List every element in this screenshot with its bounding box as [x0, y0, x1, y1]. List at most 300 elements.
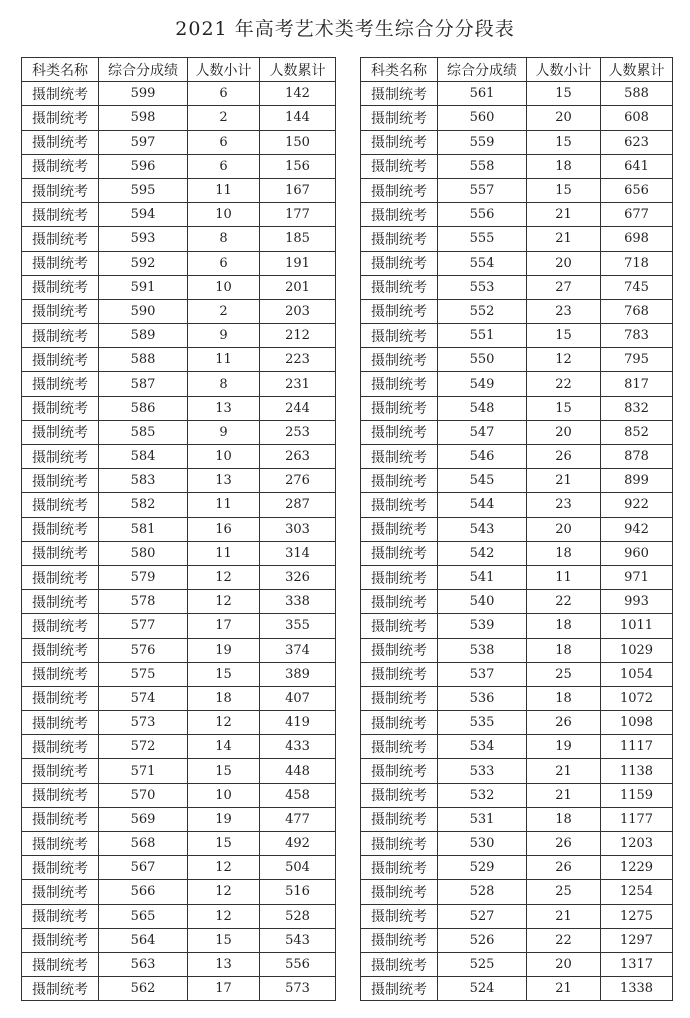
cumulative-cell: 971 — [601, 565, 673, 589]
count-cell: 9 — [188, 324, 260, 348]
table-row — [22, 856, 336, 880]
count-cell: 18 — [527, 614, 601, 638]
score-cell: 562 — [99, 977, 188, 1001]
cumulative-cell: 588 — [601, 82, 673, 106]
table-row — [22, 420, 336, 444]
category-cell: 摄制统考 — [361, 493, 438, 517]
table-row — [361, 82, 673, 106]
count-cell: 20 — [527, 952, 601, 976]
table-row — [361, 178, 673, 202]
count-cell: 19 — [188, 638, 260, 662]
table-row — [361, 130, 673, 154]
score-cell: 591 — [99, 275, 188, 299]
category-cell: 摄制统考 — [22, 686, 99, 710]
category-cell: 摄制统考 — [361, 759, 438, 783]
table-row — [361, 420, 673, 444]
cumulative-cell: 201 — [260, 275, 336, 299]
score-cell: 594 — [99, 203, 188, 227]
cumulative-cell: 150 — [260, 130, 336, 154]
cumulative-cell: 276 — [260, 469, 336, 493]
table-row — [361, 445, 673, 469]
cumulative-cell: 156 — [260, 154, 336, 178]
table-row — [22, 928, 336, 952]
score-cell: 578 — [99, 590, 188, 614]
cumulative-cell: 1177 — [601, 807, 673, 831]
category-cell: 摄制统考 — [361, 324, 438, 348]
score-cell: 572 — [99, 735, 188, 759]
category-cell: 摄制统考 — [22, 856, 99, 880]
cumulative-cell: 1117 — [601, 735, 673, 759]
score-cell: 530 — [438, 832, 527, 856]
table-row — [22, 517, 336, 541]
score-cell: 582 — [99, 493, 188, 517]
score-cell: 549 — [438, 372, 527, 396]
score-table-right — [360, 57, 673, 1001]
count-cell: 19 — [188, 807, 260, 831]
category-cell: 摄制统考 — [361, 251, 438, 275]
score-cell: 586 — [99, 396, 188, 420]
table-row — [22, 638, 336, 662]
table-row — [361, 735, 673, 759]
count-cell: 8 — [188, 372, 260, 396]
count-cell: 12 — [188, 856, 260, 880]
score-cell: 551 — [438, 324, 527, 348]
category-cell: 摄制统考 — [361, 952, 438, 976]
table-row — [22, 614, 336, 638]
score-cell: 584 — [99, 445, 188, 469]
cumulative-cell: 203 — [260, 299, 336, 323]
cumulative-cell: 718 — [601, 251, 673, 275]
score-cell: 559 — [438, 130, 527, 154]
table-row — [361, 638, 673, 662]
count-cell: 15 — [188, 928, 260, 952]
category-cell: 摄制统考 — [361, 711, 438, 735]
count-cell: 12 — [188, 880, 260, 904]
table-row — [361, 299, 673, 323]
category-cell: 摄制统考 — [22, 832, 99, 856]
count-cell: 21 — [527, 904, 601, 928]
count-cell: 15 — [527, 324, 601, 348]
cumulative-cell: 656 — [601, 178, 673, 202]
cumulative-cell: 1138 — [601, 759, 673, 783]
category-cell: 摄制统考 — [22, 251, 99, 275]
score-cell: 545 — [438, 469, 527, 493]
table-row — [22, 178, 336, 202]
cumulative-cell: 852 — [601, 420, 673, 444]
category-cell: 摄制统考 — [361, 783, 438, 807]
count-cell: 19 — [527, 735, 601, 759]
table-row — [22, 952, 336, 976]
count-cell: 22 — [527, 928, 601, 952]
table-row — [361, 541, 673, 565]
score-cell: 557 — [438, 178, 527, 202]
table-row — [361, 469, 673, 493]
count-cell: 10 — [188, 275, 260, 299]
table-row — [22, 227, 336, 251]
category-cell: 摄制统考 — [22, 396, 99, 420]
table-row — [22, 445, 336, 469]
score-cell: 583 — [99, 469, 188, 493]
category-cell: 摄制统考 — [361, 178, 438, 202]
cumulative-cell: 543 — [260, 928, 336, 952]
score-cell: 580 — [99, 541, 188, 565]
score-cell: 576 — [99, 638, 188, 662]
score-cell: 568 — [99, 832, 188, 856]
table-body-right — [361, 82, 673, 1001]
category-cell: 摄制统考 — [22, 324, 99, 348]
table-row — [361, 614, 673, 638]
count-cell: 15 — [527, 396, 601, 420]
score-cell: 574 — [99, 686, 188, 710]
cumulative-cell: 1098 — [601, 711, 673, 735]
cumulative-cell: 389 — [260, 662, 336, 686]
category-cell: 摄制统考 — [22, 299, 99, 323]
category-cell: 摄制统考 — [361, 372, 438, 396]
count-cell: 20 — [527, 106, 601, 130]
table-row — [22, 686, 336, 710]
score-cell: 597 — [99, 130, 188, 154]
cumulative-cell: 528 — [260, 904, 336, 928]
score-cell: 533 — [438, 759, 527, 783]
category-cell: 摄制统考 — [361, 856, 438, 880]
count-cell: 14 — [188, 735, 260, 759]
table-header-row — [22, 58, 336, 82]
cumulative-cell: 433 — [260, 735, 336, 759]
category-cell: 摄制统考 — [22, 348, 99, 372]
count-cell: 15 — [527, 82, 601, 106]
count-cell: 11 — [188, 348, 260, 372]
score-cell: 542 — [438, 541, 527, 565]
cumulative-cell: 817 — [601, 372, 673, 396]
header-cumulative: 人数累计 — [260, 58, 336, 82]
table-row — [361, 106, 673, 130]
category-cell: 摄制统考 — [22, 735, 99, 759]
count-cell: 18 — [527, 686, 601, 710]
count-cell: 12 — [188, 904, 260, 928]
score-cell: 593 — [99, 227, 188, 251]
category-cell: 摄制统考 — [361, 299, 438, 323]
count-cell: 21 — [527, 203, 601, 227]
category-cell: 摄制统考 — [361, 420, 438, 444]
cumulative-cell: 698 — [601, 227, 673, 251]
score-cell: 558 — [438, 154, 527, 178]
score-cell: 566 — [99, 880, 188, 904]
score-cell: 540 — [438, 590, 527, 614]
score-cell: 534 — [438, 735, 527, 759]
score-cell: 528 — [438, 880, 527, 904]
table-row — [22, 251, 336, 275]
category-cell: 摄制统考 — [361, 686, 438, 710]
count-cell: 26 — [527, 832, 601, 856]
score-cell: 554 — [438, 251, 527, 275]
table-row — [22, 396, 336, 420]
cumulative-cell: 832 — [601, 396, 673, 420]
category-cell: 摄制统考 — [22, 590, 99, 614]
cumulative-cell: 338 — [260, 590, 336, 614]
count-cell: 9 — [188, 420, 260, 444]
category-cell: 摄制统考 — [22, 759, 99, 783]
table-row — [361, 396, 673, 420]
page-title: 2021 年高考艺术类考生综合分分段表 — [175, 18, 515, 40]
count-cell: 12 — [527, 348, 601, 372]
cumulative-cell: 477 — [260, 807, 336, 831]
cumulative-cell: 419 — [260, 711, 336, 735]
cumulative-cell: 878 — [601, 445, 673, 469]
score-cell: 553 — [438, 275, 527, 299]
count-cell: 12 — [188, 590, 260, 614]
cumulative-cell: 641 — [601, 154, 673, 178]
score-cell: 524 — [438, 977, 527, 1001]
table-row — [361, 807, 673, 831]
category-cell: 摄制统考 — [22, 541, 99, 565]
count-cell: 11 — [188, 178, 260, 202]
count-cell: 20 — [527, 251, 601, 275]
table-row — [22, 590, 336, 614]
score-cell: 598 — [99, 106, 188, 130]
count-cell: 18 — [188, 686, 260, 710]
score-cell: 575 — [99, 662, 188, 686]
table-row — [22, 469, 336, 493]
cumulative-cell: 287 — [260, 493, 336, 517]
cumulative-cell: 516 — [260, 880, 336, 904]
cumulative-cell: 1317 — [601, 952, 673, 976]
table-row — [22, 275, 336, 299]
table-row — [361, 832, 673, 856]
cumulative-cell: 608 — [601, 106, 673, 130]
category-cell: 摄制统考 — [22, 880, 99, 904]
table-row — [361, 759, 673, 783]
category-cell: 摄制统考 — [22, 106, 99, 130]
category-cell: 摄制统考 — [361, 275, 438, 299]
table-row — [22, 759, 336, 783]
cumulative-cell: 458 — [260, 783, 336, 807]
score-cell: 592 — [99, 251, 188, 275]
table-row — [361, 952, 673, 976]
category-cell: 摄制统考 — [361, 880, 438, 904]
table-row — [361, 590, 673, 614]
score-cell: 587 — [99, 372, 188, 396]
score-cell: 547 — [438, 420, 527, 444]
table-row — [22, 348, 336, 372]
table-header-row — [361, 58, 673, 82]
table-row — [361, 783, 673, 807]
score-cell: 579 — [99, 565, 188, 589]
category-cell: 摄制统考 — [22, 904, 99, 928]
cumulative-cell: 1297 — [601, 928, 673, 952]
table-row — [361, 493, 673, 517]
category-cell: 摄制统考 — [22, 420, 99, 444]
table-row — [22, 493, 336, 517]
count-cell: 15 — [527, 178, 601, 202]
score-cell: 539 — [438, 614, 527, 638]
category-cell: 摄制统考 — [22, 565, 99, 589]
category-cell: 摄制统考 — [361, 203, 438, 227]
count-cell: 23 — [527, 493, 601, 517]
category-cell: 摄制统考 — [361, 977, 438, 1001]
cumulative-cell: 1338 — [601, 977, 673, 1001]
table-row — [22, 372, 336, 396]
score-cell: 535 — [438, 711, 527, 735]
category-cell: 摄制统考 — [361, 638, 438, 662]
category-cell: 摄制统考 — [22, 445, 99, 469]
category-cell: 摄制统考 — [22, 928, 99, 952]
category-cell: 摄制统考 — [361, 396, 438, 420]
category-cell: 摄制统考 — [361, 130, 438, 154]
category-cell: 摄制统考 — [22, 952, 99, 976]
cumulative-cell: 355 — [260, 614, 336, 638]
category-cell: 摄制统考 — [22, 372, 99, 396]
cumulative-cell: 556 — [260, 952, 336, 976]
count-cell: 6 — [188, 154, 260, 178]
count-cell: 10 — [188, 203, 260, 227]
cumulative-cell: 745 — [601, 275, 673, 299]
count-cell: 26 — [527, 711, 601, 735]
score-cell: 537 — [438, 662, 527, 686]
cumulative-cell: 144 — [260, 106, 336, 130]
cumulative-cell: 1159 — [601, 783, 673, 807]
cumulative-cell: 142 — [260, 82, 336, 106]
count-cell: 20 — [527, 517, 601, 541]
score-cell: 589 — [99, 324, 188, 348]
count-cell: 6 — [188, 82, 260, 106]
score-table-left — [21, 57, 336, 1001]
score-cell: 536 — [438, 686, 527, 710]
score-cell: 573 — [99, 711, 188, 735]
count-cell: 11 — [188, 541, 260, 565]
cumulative-cell: 504 — [260, 856, 336, 880]
count-cell: 11 — [188, 493, 260, 517]
count-cell: 22 — [527, 590, 601, 614]
count-cell: 2 — [188, 299, 260, 323]
score-cell: 543 — [438, 517, 527, 541]
header-cumulative: 人数累计 — [601, 58, 673, 82]
score-cell: 555 — [438, 227, 527, 251]
count-cell: 10 — [188, 445, 260, 469]
cumulative-cell: 223 — [260, 348, 336, 372]
count-cell: 15 — [188, 832, 260, 856]
cumulative-cell: 177 — [260, 203, 336, 227]
category-cell: 摄制统考 — [361, 348, 438, 372]
table-row — [22, 880, 336, 904]
category-cell: 摄制统考 — [361, 590, 438, 614]
count-cell: 13 — [188, 952, 260, 976]
table-row — [22, 324, 336, 348]
category-cell: 摄制统考 — [361, 154, 438, 178]
table-row — [361, 928, 673, 952]
table-row — [22, 783, 336, 807]
category-cell: 摄制统考 — [22, 154, 99, 178]
count-cell: 13 — [188, 396, 260, 420]
category-cell: 摄制统考 — [361, 445, 438, 469]
score-cell: 570 — [99, 783, 188, 807]
cumulative-cell: 942 — [601, 517, 673, 541]
count-cell: 6 — [188, 251, 260, 275]
count-cell: 15 — [188, 662, 260, 686]
score-cell: 529 — [438, 856, 527, 880]
category-cell: 摄制统考 — [361, 517, 438, 541]
table-row — [22, 106, 336, 130]
score-cell: 546 — [438, 445, 527, 469]
cumulative-cell: 492 — [260, 832, 336, 856]
cumulative-cell: 899 — [601, 469, 673, 493]
score-cell: 585 — [99, 420, 188, 444]
category-cell: 摄制统考 — [361, 106, 438, 130]
cumulative-cell: 1275 — [601, 904, 673, 928]
cumulative-cell: 185 — [260, 227, 336, 251]
score-cell: 548 — [438, 396, 527, 420]
table-row — [361, 711, 673, 735]
table-row — [22, 154, 336, 178]
count-cell: 26 — [527, 445, 601, 469]
cumulative-cell: 263 — [260, 445, 336, 469]
cumulative-cell: 922 — [601, 493, 673, 517]
count-cell: 25 — [527, 880, 601, 904]
table-row — [361, 203, 673, 227]
score-cell: 532 — [438, 783, 527, 807]
category-cell: 摄制统考 — [361, 832, 438, 856]
count-cell: 10 — [188, 783, 260, 807]
table-row — [22, 541, 336, 565]
count-cell: 11 — [527, 565, 601, 589]
category-cell: 摄制统考 — [361, 82, 438, 106]
category-cell: 摄制统考 — [22, 178, 99, 202]
table-row — [22, 82, 336, 106]
score-cell: 596 — [99, 154, 188, 178]
table-row — [22, 203, 336, 227]
category-cell: 摄制统考 — [361, 541, 438, 565]
category-cell: 摄制统考 — [22, 614, 99, 638]
score-cell: 590 — [99, 299, 188, 323]
table-row — [22, 711, 336, 735]
count-cell: 25 — [527, 662, 601, 686]
category-cell: 摄制统考 — [22, 807, 99, 831]
score-cell: 565 — [99, 904, 188, 928]
table-row — [22, 832, 336, 856]
table-row — [22, 662, 336, 686]
category-cell: 摄制统考 — [361, 735, 438, 759]
cumulative-cell: 795 — [601, 348, 673, 372]
table-row — [361, 227, 673, 251]
cumulative-cell: 623 — [601, 130, 673, 154]
category-cell: 摄制统考 — [361, 807, 438, 831]
table-row — [361, 348, 673, 372]
table-row — [22, 565, 336, 589]
cumulative-cell: 573 — [260, 977, 336, 1001]
count-cell: 16 — [188, 517, 260, 541]
cumulative-cell: 1229 — [601, 856, 673, 880]
category-cell: 摄制统考 — [361, 227, 438, 251]
category-cell: 摄制统考 — [22, 469, 99, 493]
table-row — [361, 517, 673, 541]
header-count: 人数小计 — [188, 58, 260, 82]
count-cell: 21 — [527, 759, 601, 783]
table-body-left — [22, 82, 336, 1001]
score-cell: 531 — [438, 807, 527, 831]
score-cell: 569 — [99, 807, 188, 831]
category-cell: 摄制统考 — [22, 275, 99, 299]
table-row — [22, 977, 336, 1001]
count-cell: 12 — [188, 711, 260, 735]
cumulative-cell: 768 — [601, 299, 673, 323]
score-cell: 567 — [99, 856, 188, 880]
score-cell: 550 — [438, 348, 527, 372]
category-cell: 摄制统考 — [361, 904, 438, 928]
cumulative-cell: 677 — [601, 203, 673, 227]
count-cell: 21 — [527, 783, 601, 807]
count-cell: 18 — [527, 638, 601, 662]
table-row — [361, 275, 673, 299]
table-row — [361, 324, 673, 348]
